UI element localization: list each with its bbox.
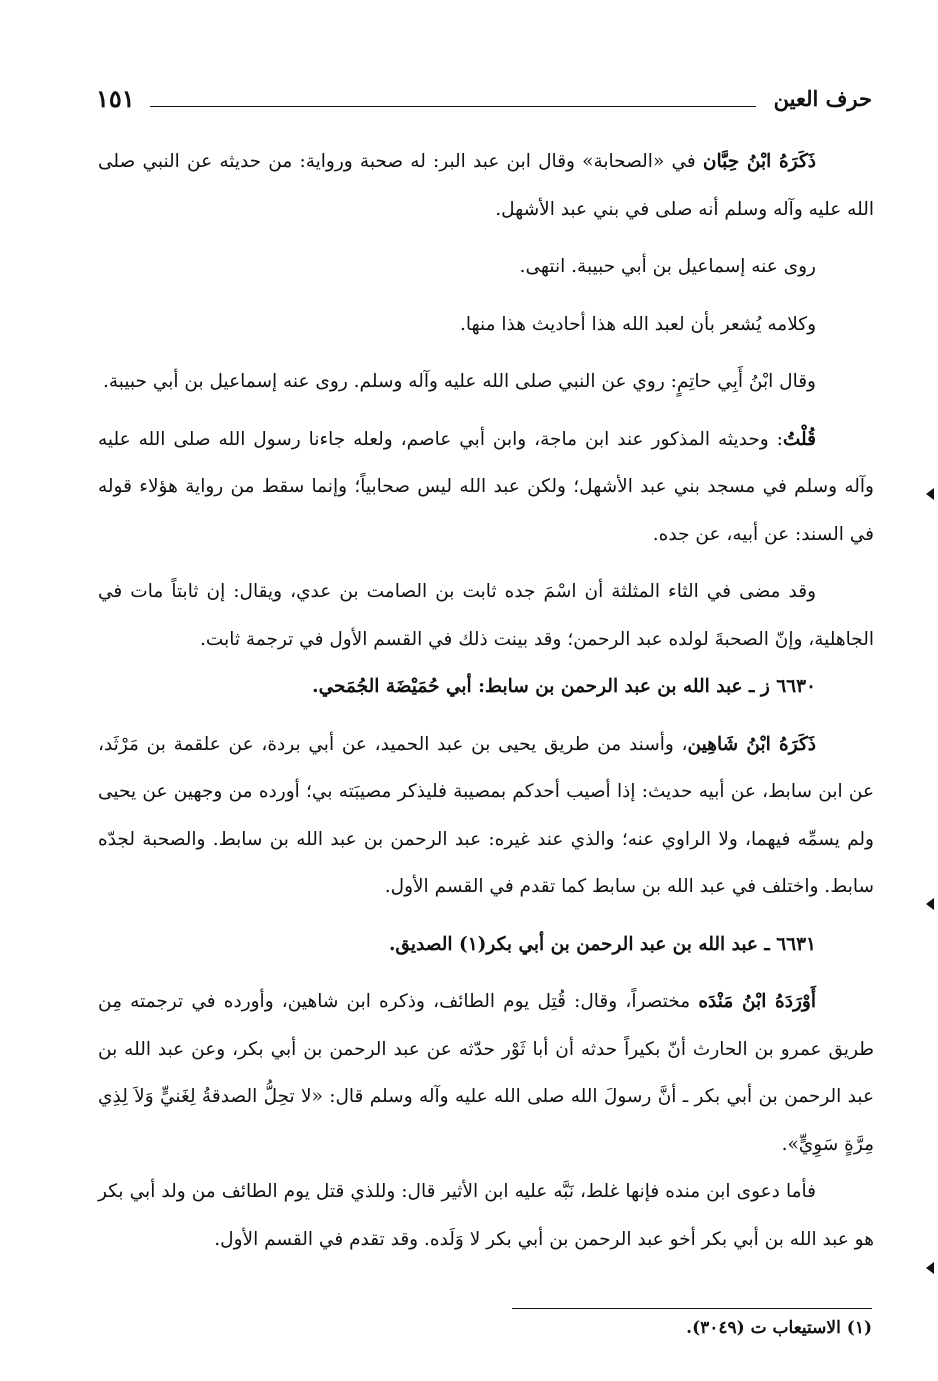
entry-heading-text: ٦٦٣٠ ز ـ عبد الله بن عبد الرحمن بن سابط: أبي حُمَيْضَة الجُمَحي. [312, 676, 816, 697]
paragraph-text: : وحديثه المذكور عند ابن ماجة، وابن أبي عاصم، ولعله جاءنا رسول الله صلى الله عليه وآله وسلم في مسجد بني عبد الأشهل؛ ولكن عبد الله ليس صحابياً؛ وإنما سقط من رواية هؤلاء قوله في السند: عن أبيه، عن جده. [98, 428, 874, 545]
chapter-title: حرف العين [773, 86, 872, 111]
paragraph-text: وكلامه يُشعر بأن لعبد الله هذا أحاديث هذا منها. [460, 313, 816, 335]
footnote: (١) الاستيعاب ت (٣٠٤٩). [686, 1318, 872, 1338]
paragraph-text: مختصراً، وقال: قُتِل يوم الطائف، وذكره ابن شاهين، وأورده في ترجمته مِن طريق عمرو بن الحارث أنّ بكيراً حدثه أن أبا ثَوْر حدّثه عن عبد الرحمن بن أبي بكر، وعن عبد الله بن عبد الرحمن بن أبي بكر ـ أنَّ رسولَ الله صلى الله عليه وآله وسلم قال: «لا تحِلُّ الصدقةُ لِغَنيٍّ وَلاَ لِذِي مِرَّةٍ سَوِيٍّ». [98, 991, 874, 1155]
header-rule [150, 106, 756, 107]
page-number: ١٥١ [96, 84, 135, 113]
margin-marker-icon [926, 1262, 934, 1274]
paragraph-text: روى عنه إسماعيل بن أبي حبيبة. انتهى. [519, 256, 816, 277]
paragraph [98, 243, 874, 291]
paragraph [98, 301, 874, 349]
margin-marker-icon [926, 488, 934, 500]
margin-marker-icon [926, 898, 934, 910]
page-header [96, 84, 872, 118]
page-body [98, 138, 874, 1263]
paragraph-text: وقال ابْنُ أَبِي حاتِمٍ: روي عن النبي صلى الله عليه وآله وسلم. روى عنه إسماعيل بن أبي حبيبة. [102, 371, 816, 392]
paragraph-lead: ذَكَرَهُ ابْنُ حِبَّان [702, 151, 816, 172]
paragraph [98, 978, 874, 1168]
paragraph [98, 358, 874, 406]
paragraph-lead: قُلْتُ [782, 428, 816, 450]
paragraph-lead: ذَكَرَهُ ابْنُ شَاهِين [687, 733, 817, 755]
paragraph [98, 721, 874, 911]
paragraph-text: في «الصحابة» وقال ابن عبد البر: له صحبة ورواية: من حديثه عن النبي صلى الله عليه وآله وسلم أنه صلى في بني عبد الأشهل. [98, 151, 874, 220]
paragraph [98, 568, 874, 663]
paragraph [98, 1168, 874, 1263]
paragraph [98, 416, 874, 559]
paragraph-text: فأما دعوى ابن منده فإنها غلط، نَبَّه عليه ابن الأثير قال: وللذي قتل يوم الطائف من ولد أبي بكر هو عبد الله بن أبي بكر أخو عبد الرحمن بن أبي بكر لا وَلَده. وقد تقدم في القسم الأول. [98, 1181, 874, 1250]
paragraph-text: وقد مضى في الثاء المثلثة أن اسْمَ جده ثابت بن الصامت بن عدي، ويقال: إن ثابتاً مات في الجاهلية، وإنّ الصحبةَ لولده عبد الرحمن؛ وقد بينت ذلك في القسم الأول في ترجمة ثابت. [98, 581, 874, 650]
paragraph [98, 138, 874, 233]
footnote-rule [512, 1308, 872, 1309]
paragraph-lead: أَوْرَدَهُ ابْنُ مَنْدَه [698, 991, 816, 1012]
entry-heading [98, 663, 874, 711]
entry-heading-text: ٦٦٣١ ـ عبد الله بن عبد الرحمن بن أبي بكر(١) الصديق. [388, 933, 816, 955]
paragraph-text: ، وأسند من طريق يحيى بن عبد الحميد، عن أبي بردة، عن علقمة بن مَرْثَد، عن ابن سابط، عن أبيه حديث: إذا أصيب أحدكم بمصيبة فليذكر مصيبَته بي؛ أورده من وجهين عن يحيى ولم يسمِّه فيهما، ولا الراوي عنه؛ والذي عند غيره: عبد الرحمن بن عبد الله بن سابط. والصحبة لجدّه سابط. واختلف في عبد الله بن سابط كما تقدم في القسم الأول. [98, 733, 874, 897]
entry-heading [98, 921, 874, 969]
